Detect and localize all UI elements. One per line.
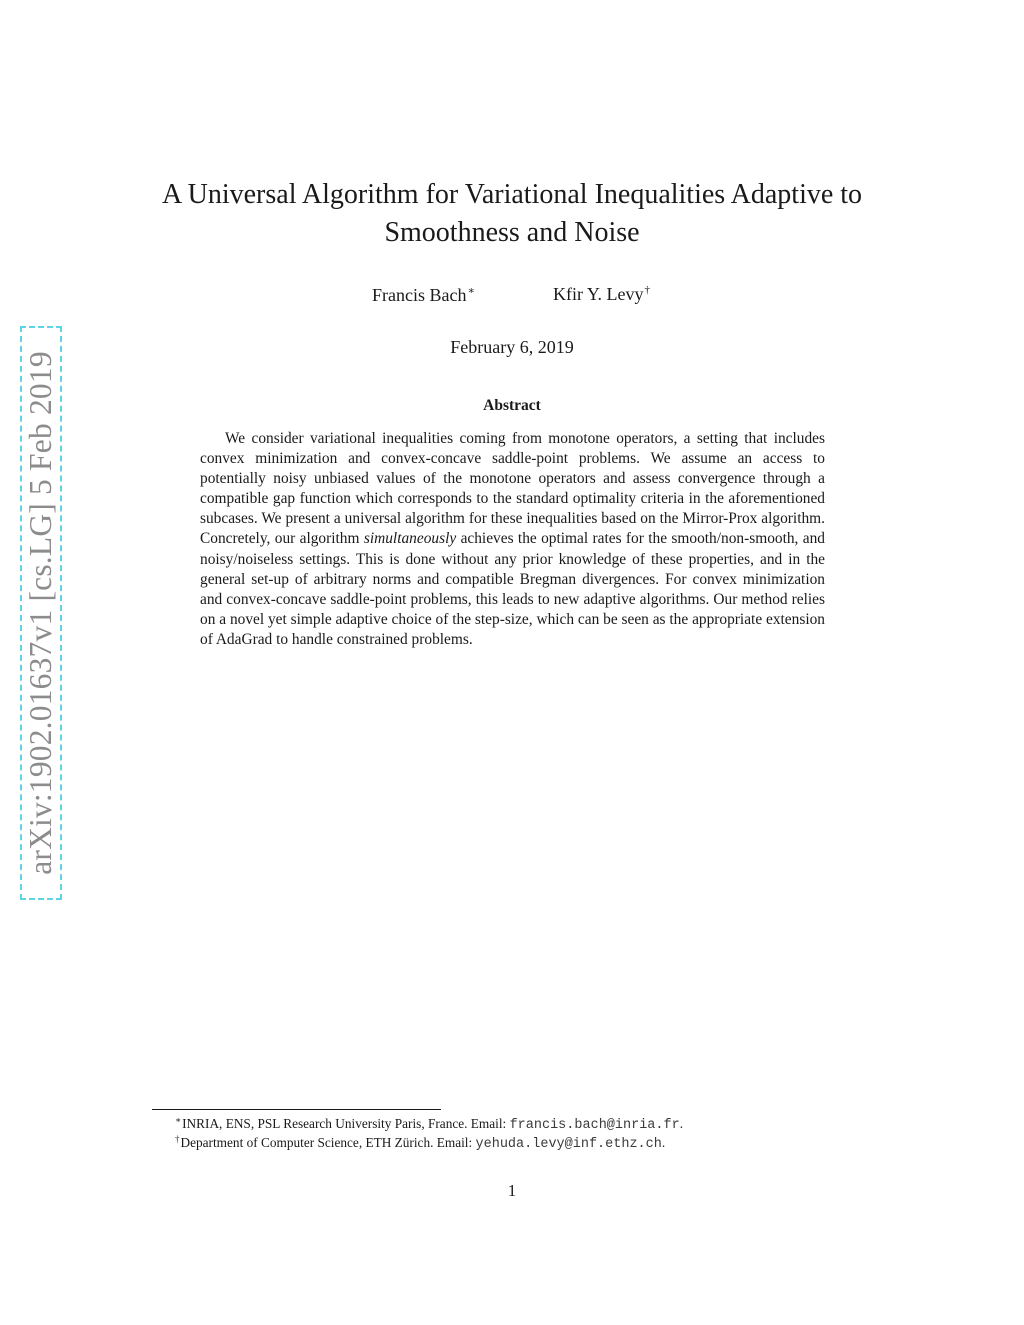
footnote-end: . [679, 1116, 684, 1131]
footnote-2 [175, 1134, 665, 1152]
footnote-mark: ∗ [175, 1115, 182, 1125]
footnote-end: . [661, 1135, 666, 1150]
page-number: 1 [507, 1181, 517, 1200]
abstract-heading: Abstract [483, 397, 541, 414]
arxiv-identifier: arXiv:1902.01637v1 [cs.LG] 5 Feb 2019 [23, 351, 58, 875]
footnote-text: INRIA, ENS, PSL Research University Paris, France. Email: [182, 1116, 510, 1131]
paper-date: February 6, 2019 [450, 337, 574, 357]
author-2 [553, 284, 650, 305]
author-name: Francis Bach [372, 285, 467, 305]
email-link[interactable]: francis.bach@inria.fr [509, 1118, 680, 1133]
author-footnote-mark: † [644, 284, 650, 296]
abstract-text-1: We consider variational inequalities coming from monotone operators, a setting that includes convex minimization and convex-concave saddle-point problems. We assume an access to potentially noisy unbiased values of the monotone operators and assess convergence through a compatible gap function which corresponds to the standard optimality criteria in the aforementioned subcases. We present a universal algorithm for these inequalities based on the Mirror-Prox algorithm. Concretely, our algorithm [200, 430, 825, 548]
author-1 [372, 284, 475, 306]
author-footnote-mark: ∗ [467, 285, 475, 297]
author-name: Kfir Y. Levy [553, 284, 644, 304]
footnote-mark: † [175, 1134, 180, 1144]
abstract-emphasis: simultaneously [363, 530, 457, 548]
abstract-body [200, 429, 825, 650]
paper-title: A Universal Algorithm for Variational Inequalities Adaptive to Smoothness and Noise [161, 179, 863, 248]
abstract-text-2: achieves the optimal rates for the smooth/non-smooth, and noisy/noiseless settings. This is done without any prior knowledge of these properties, and in the general set-up of arbitrary norms and compatible Bregman divergences. For convex minimization and convex-concave saddle-point problems, this leads to new adaptive algorithms. Our method relies on a novel yet simple adaptive choice of the step-size, which can be seen as the appropriate extension of AdaGrad to handle constrained problems. [200, 530, 825, 648]
footnote-1 [175, 1115, 683, 1133]
email-link[interactable]: yehuda.levy@inf.ethz.ch [475, 1137, 662, 1152]
footnote-rule [152, 1109, 441, 1110]
footnote-text: Department of Computer Science, ETH Zürich. Email: [180, 1135, 476, 1150]
